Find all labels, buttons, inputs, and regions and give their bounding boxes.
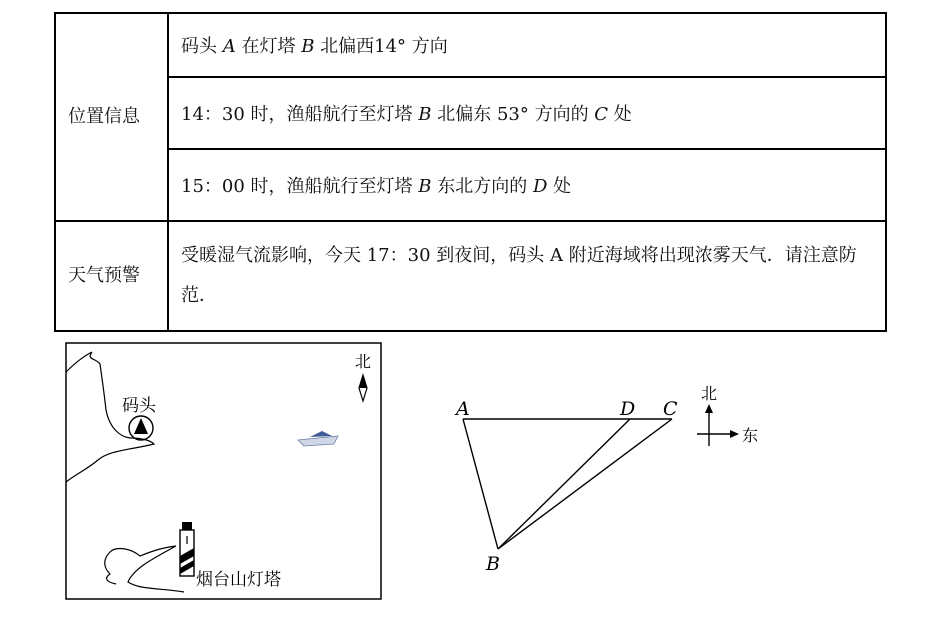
point-b-label: B <box>486 553 500 575</box>
weather-label: 天气预警 <box>55 221 168 331</box>
diagram-north-label: 北 <box>701 386 718 403</box>
position-row-2: 14：30 时，渔船航行至灯塔 B 北偏东 53° 方向的 C 处 <box>168 77 886 149</box>
position-row-3: 15：00 时，渔船航行至灯塔 B 东北方向的 D 处 <box>168 149 886 221</box>
weather-text: 受暖湿气流影响，今天 17：30 到夜间，码头 A 附近海域将出现浓雾天气．请注意防范． <box>168 221 886 331</box>
compass-icon <box>697 404 739 446</box>
map-north-label: 北 <box>355 354 372 371</box>
north-arrow-icon <box>359 375 367 401</box>
boat-icon <box>298 431 338 446</box>
coastline-south <box>105 546 184 592</box>
geometry-diagram <box>454 385 758 575</box>
coastline-north <box>66 352 154 482</box>
pier-icon <box>129 416 153 440</box>
point-d-label: D <box>620 398 636 420</box>
diagram-east-label: 东 <box>742 428 759 445</box>
position-row-1: 码头 A 在灯塔 B 北偏西14° 方向 <box>168 13 886 77</box>
position-label: 位置信息 <box>55 13 168 221</box>
lighthouse-icon <box>180 522 194 576</box>
segment-bd <box>498 419 630 549</box>
segment-ab <box>463 419 498 549</box>
segment-bc <box>498 419 672 549</box>
point-c-label: C <box>663 398 678 420</box>
lighthouse-label: 烟台山灯塔 <box>196 570 281 589</box>
map-frame <box>66 343 381 599</box>
point-a-label: A <box>456 398 470 420</box>
map-figure <box>66 343 381 599</box>
pier-label: 码头 <box>122 396 156 415</box>
